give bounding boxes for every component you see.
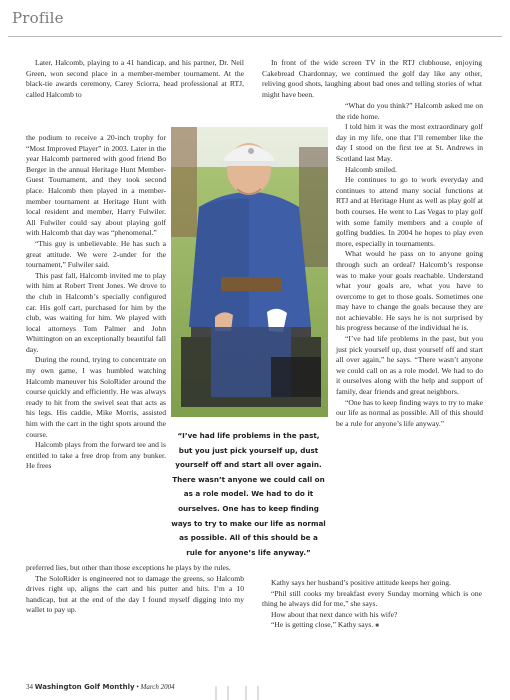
- paragraph: What would he pass on to anyone going through such an ordeal? Halcomb’s response was to make your goals reachable. Understand what your goals are, what you have to overcome to get to those goals. Sometimes one may have to change the goals because they are not achievable. He says he is not surprised by his progress because of the individual he is.: [336, 249, 483, 333]
- issue-date: March 2004: [140, 683, 175, 691]
- end-mark-icon: ■: [375, 623, 379, 630]
- paragraph: The SoloRider is engineered not to damage the greens, so Halcomb drives right up, aligns the cart and his putter and hits. I’m a 10 handicap, but at the end of the day I found myself digging into my wallet to pay up.: [26, 573, 244, 615]
- article-column-right-wrap: [336, 101, 483, 429]
- paragraph-text: “He is getting close,” Kathy says.: [271, 620, 374, 630]
- paragraph: “One has to keep finding ways to try to make our life as normal as possible. All of this should be a rule for anyone’s life anyway.”: [336, 397, 483, 428]
- paragraph: Later, Halcomb, playing to a 41 handicap, and his partner, Dr. Neil Green, won second place in a member-member tournament. At the black-tie awards ceremony, Carey Sciorra, head professional at RTJ, called Halcomb to: [26, 58, 244, 99]
- article-column-left-top: [26, 58, 244, 100]
- paragraph: the podium to receive a 20-inch trophy for “Most Improved Player” in 2003. Later in the year Halcomb partnered with good friend Bo Berger in the annual Heritage Hunt Member-Guest Tournament, and they took second place. Halcomb then played in a member-member tournament at Heritage Hunt with local resident and member, Harry Fulwiler. All Fulwiler could say about playing golf with Halcomb that day was “phenomenal.”: [26, 133, 166, 238]
- page-footer: [26, 683, 175, 691]
- paragraph: Halcomb plays from the forward tee and is entitled to take a free drop from any bunker. He frees: [26, 440, 166, 471]
- paragraph: “What do you think?” Halcomb asked me on the ride home.: [336, 101, 483, 121]
- golfer-photo-illustration: [171, 127, 328, 417]
- paragraph: During the round, trying to concentrate on my own game, I was humbled watching Halcomb maneuver his SoloRider around the course quickly and efficiently. He was always ready to hit from the swivel seat that acts as his legs. His caddie, Mike Morris, assisted him with the cart in the tight spots around the course.: [26, 355, 166, 439]
- paragraph: This past fall, Halcomb invited me to play with him at Robert Trent Jones. We drove to the club in Halcomb’s specially configured car. His golf cart, purchased for him by the club, was waiting for him. We played with local attorneys Tom Palmer and John Whittington on an exceptionally beautiful fall day.: [26, 270, 166, 354]
- section-title: Profile: [12, 9, 64, 27]
- paragraph: “This guy is unbelievable. He has such a great attitude. We were 2-under for the tournament,” Fulwiler said.: [26, 238, 166, 270]
- magazine-name: Washington Golf Monthly: [34, 683, 135, 691]
- pull-quote: “I’ve had life problems in the past, but you just pick yourself up, dust yourself off and start all over again. There wasn’t anyone we could call on as a role model. We had to do it ourselves. One has to keep finding ways to try to make our life as normal as possible. All of this should be a rule for anyone’s life anyway.”: [171, 431, 326, 557]
- article-column-right-top: [262, 58, 482, 100]
- paragraph: “I’ve had life problems in the past, but you just pick yourself up, dust yourself off and start all over again,” he says. “There wasn’t anyone we could call on as a role model. We had to do it ourselves along with the help and support of family, dear friends and great neighbors.: [336, 334, 483, 397]
- page-number: 34: [26, 683, 33, 691]
- article-column-left-wrap: [26, 133, 166, 472]
- profile-photo: [171, 127, 328, 417]
- article-column-right-bottom: [262, 578, 482, 632]
- paragraph: preferred lies, but other than those exceptions he plays by the rules.: [26, 563, 231, 572]
- crop-marks-icon: [208, 684, 268, 700]
- header-rule: [8, 36, 502, 37]
- paragraph: Kathy says her husband’s positive attitude keeps her going.: [271, 578, 451, 587]
- footer-separator: •: [136, 683, 139, 691]
- section-header: [0, 0, 510, 40]
- paragraph: I told him it was the most extraordinary golf day in my life, one that I’ll remember like the day I stood on the first tee at St. Andrews in Scotland last May.: [336, 122, 483, 163]
- article-column-left-bottom: [26, 563, 244, 616]
- paragraph: Halcomb smiled.: [345, 164, 397, 174]
- paragraph: In front of the wide screen TV in the RTJ clubhouse, enjoying Cakebread Chardonnay, we continued the golf day like any other, reliving good shots, laughing about bad ones and telling stories of what might have been.: [262, 58, 482, 99]
- paragraph: “Phil still cooks my breakfast every Sunday morning which is one thing he always did for me,” she says.: [262, 588, 482, 609]
- paragraph: He continues to go to work everyday and continues to attend many social functions at RTJ and at Heritage Hunt as well as play golf at both courses. He went to Las Vegas to play golf with some family members and a couple of golfing buddies. In 2004 he hopes to play even more, especially in tournaments.: [336, 175, 483, 248]
- paragraph-last: [262, 620, 482, 632]
- paragraph: How about that next dance with his wife?: [271, 609, 398, 619]
